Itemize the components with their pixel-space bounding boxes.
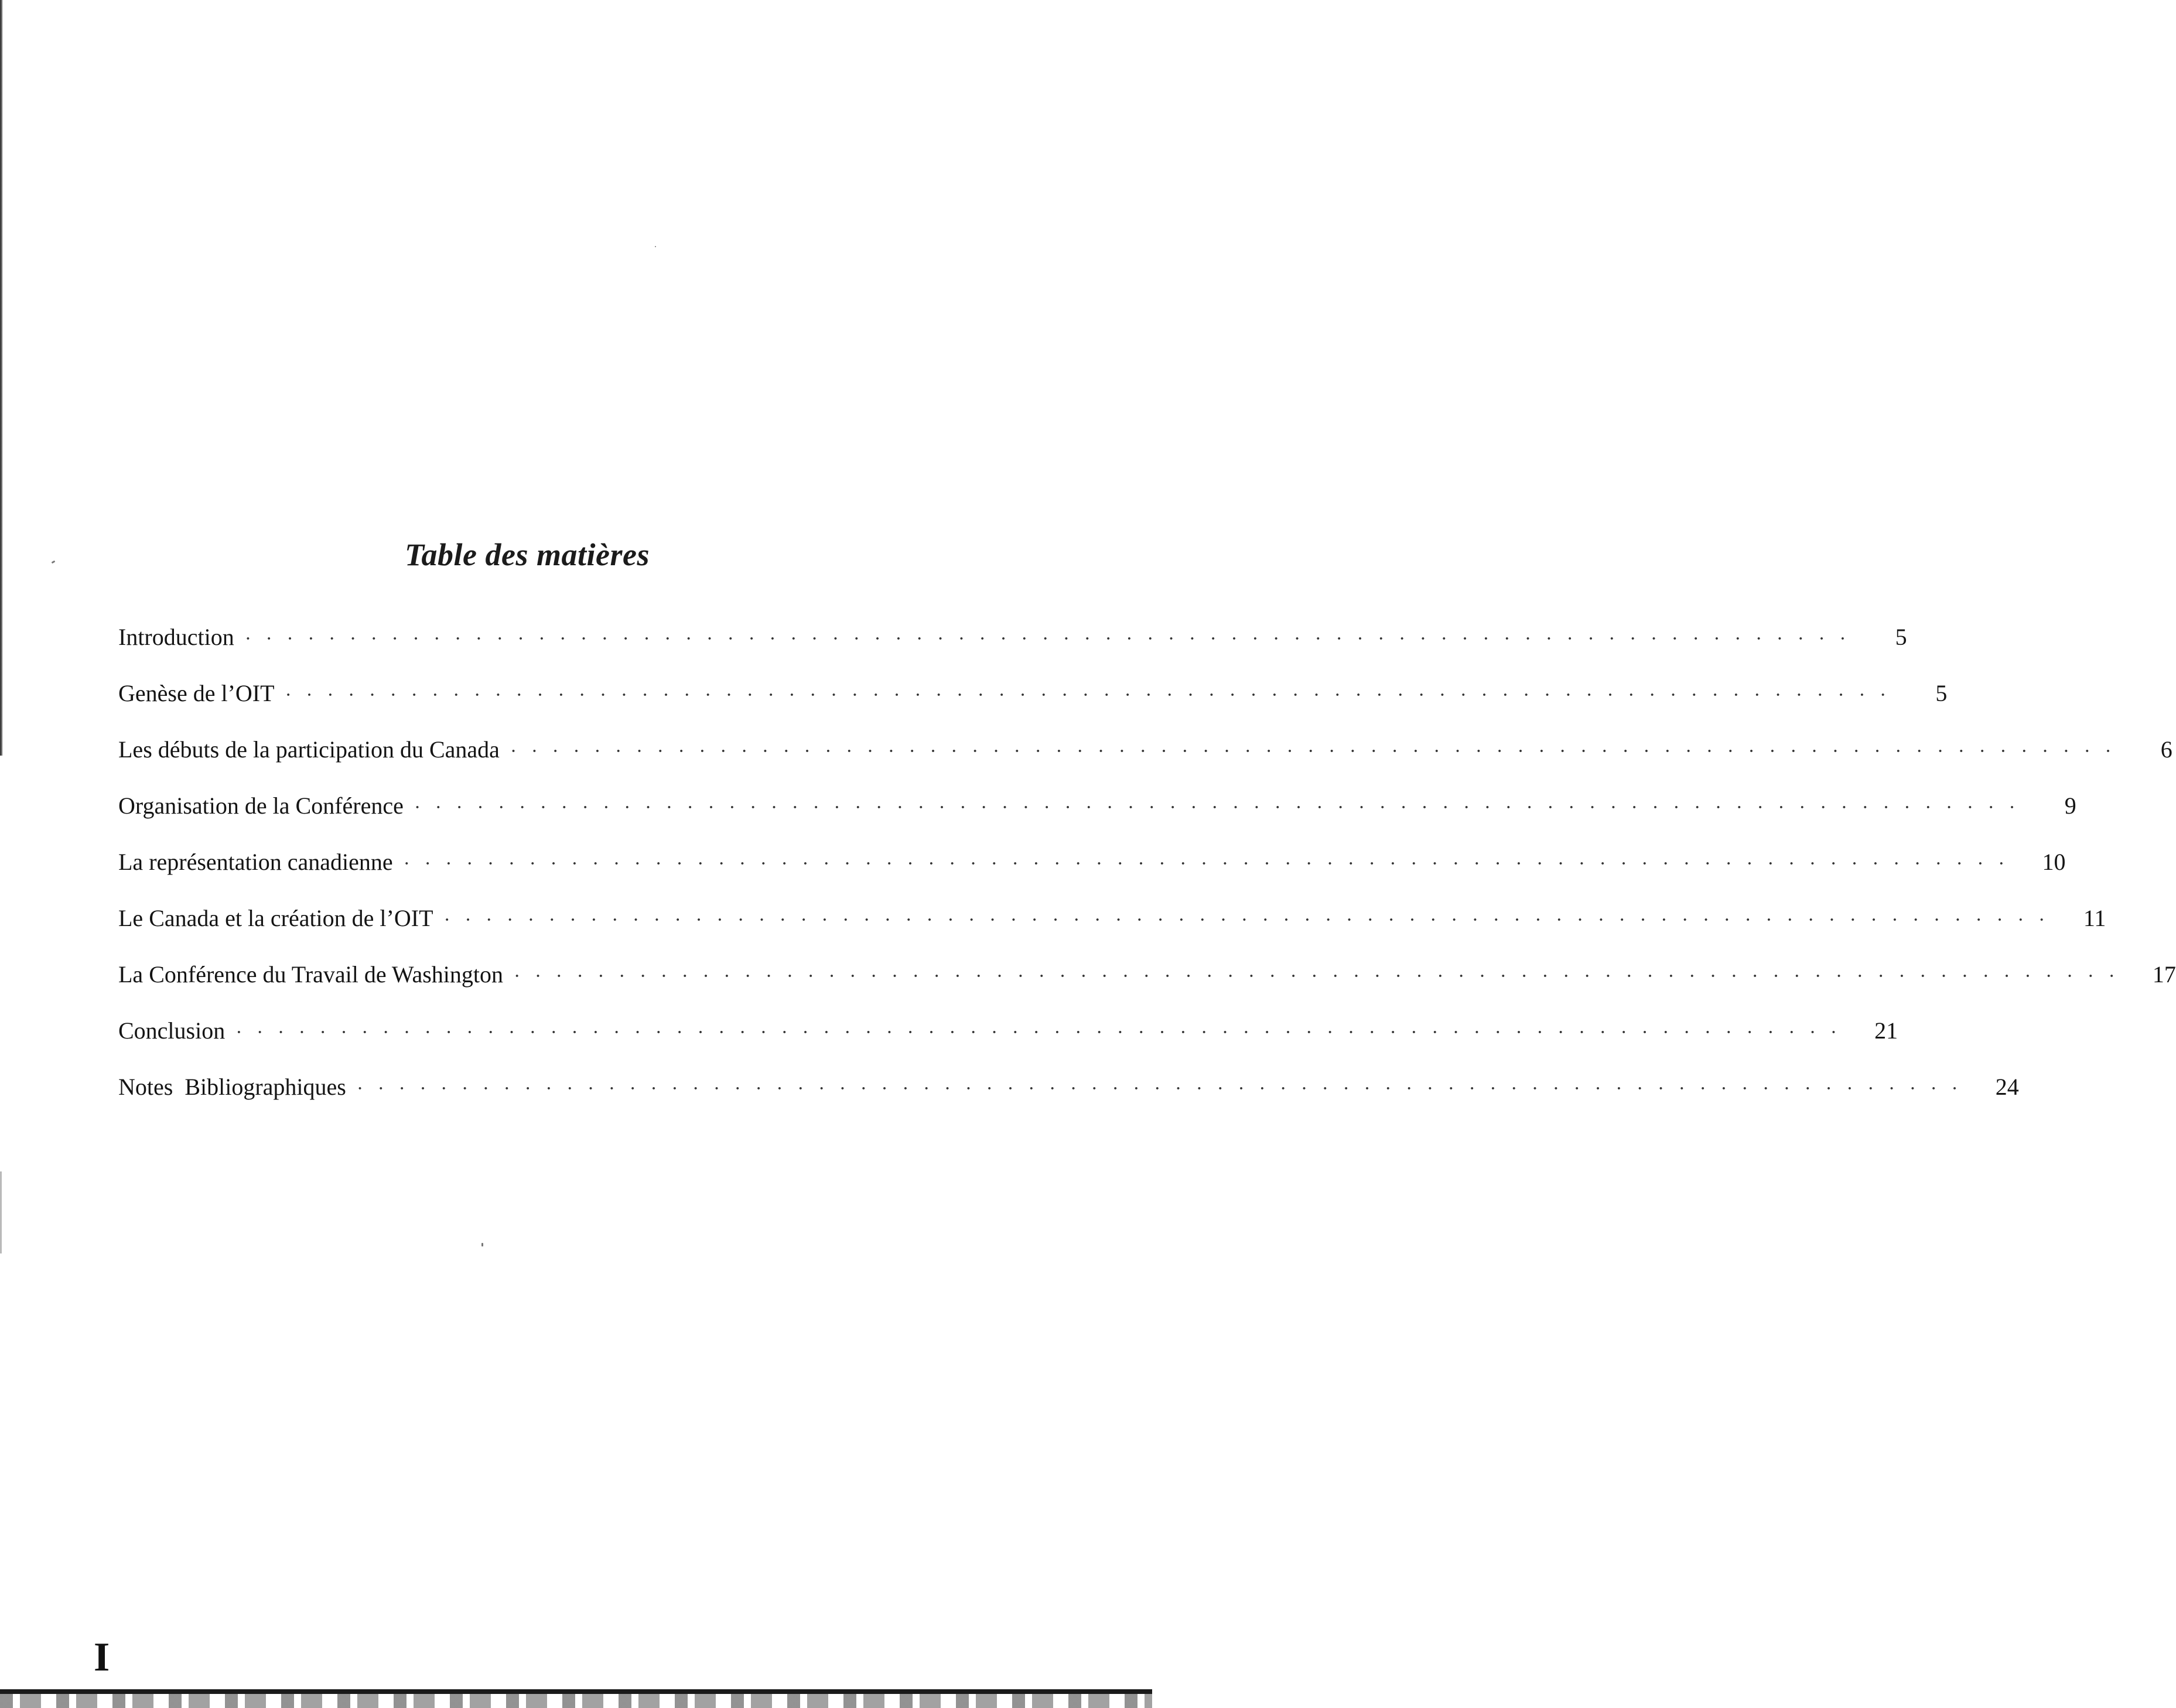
toc-dot-leader: · · · · · · · · · · · · · · · · · · · · · · · · · · · · · · · · · · · · · · · · · · · · · · · · · · · · · · · · · · · · · · · · · · · · · · · · · · · · · [443,909,2050,931]
toc-entry-representation[interactable] [118,834,2066,890]
toc-entry-page: 11 [2083,905,2106,931]
toc-entry-page: 10 [2042,849,2066,875]
toc-entry-introduction[interactable] [118,609,1907,665]
toc-entry-organisation[interactable] [118,778,2076,834]
scan-edge-left-lower [0,1171,2,1253]
toc-entry-page: 17 [2152,961,2176,988]
toc-entry-genese[interactable] [118,665,1948,722]
toc-entry-washington[interactable] [118,947,2176,1003]
toc-entry-page: 21 [1874,1017,1898,1044]
toc-entry-label: Genèse de l’OIT [118,680,275,706]
page-title: Table des matières [405,537,650,573]
toc-entry-notes[interactable] [118,1059,2019,1115]
toc-dot-leader: · · · · · · · · · · · · · · · · · · · · · · · · · · · · · · · · · · · · · · · · · · · · · · · · · · · · · · · · · · · · · · · · · · · · · · · · · · · · · [285,684,1891,706]
scan-speck [481,1243,483,1246]
toc-entry-page: 5 [1895,624,1907,650]
toc-entry-label: Conclusion [118,1017,226,1044]
scan-edge-left [0,0,3,756]
toc-dot-leader: · · · · · · · · · · · · · · · · · · · · · · · · · · · · · · · · · · · · · · · · · · · · · · · · · · · · · · · · · · · · · · · · · · · · · · · · · · · · · [244,628,1851,650]
toc-entry-page: 9 [2064,792,2076,819]
toc-entry-page: 6 [2160,736,2172,763]
toc-entry-conclusion[interactable] [118,1003,1898,1059]
toc-dot-leader: · · · · · · · · · · · · · · · · · · · · · · · · · · · · · · · · · · · · · · · · · · · · · · · · · · · · · · · · · · · · · · · · · · · · · · · · · · · · · [356,1078,1963,1099]
toc-dot-leader: · · · · · · · · · · · · · · · · · · · · · · · · · · · · · · · · · · · · · · · · · · · · · · · · · · · · · · · · · · · · · · · · · · · · · · · · · · · · · [414,797,2020,818]
table-of-contents [118,609,2176,1115]
toc-dot-leader: · · · · · · · · · · · · · · · · · · · · · · · · · · · · · · · · · · · · · · · · · · · · · · · · · · · · · · · · · · · · · · · · · · · · · · · · · · · · · [510,740,2116,762]
toc-entry-canada-creation[interactable] [118,890,2106,947]
toc-entry-label: La représentation canadienne [118,849,393,875]
toc-dot-leader: · · · · · · · · · · · · · · · · · · · · · · · · · · · · · · · · · · · · · · · · · · · · · · · · · · · · · · · · · · · · · · · · · · · · · · · · · · · · · [235,1022,1842,1043]
scan-edge-bottom [0,1689,1152,1694]
toc-entry-label: Organisation de la Conférence [118,792,404,819]
toc-entry-debuts[interactable] [118,722,2172,778]
folio-mark: I [94,1635,110,1680]
scan-edge-bottom-noise [0,1694,1152,1708]
scan-speck [655,246,656,247]
toc-entry-label: Les débuts de la participation du Canada [118,736,500,763]
toc-entry-label: La Conférence du Travail de Washington [118,961,504,988]
toc-entry-page: 24 [1995,1074,2019,1100]
toc-entry-page: 5 [1935,680,1948,706]
toc-entry-label: Le Canada et la création de l’OIT [118,905,433,931]
toc-dot-leader: · · · · · · · · · · · · · · · · · · · · · · · · · · · · · · · · · · · · · · · · · · · · · · · · · · · · · · · · · · · · · · · · · · · · · · · · · · · · · [403,853,2010,875]
toc-entry-label: Notes Bibliographiques [118,1074,346,1100]
toc-dot-leader: · · · · · · · · · · · · · · · · · · · · · · · · · · · · · · · · · · · · · · · · · · · · · · · · · · · · · · · · · · · · · · · · · · · · · · · · · · · · · [514,965,2120,987]
toc-entry-label: Introduction [118,624,234,650]
